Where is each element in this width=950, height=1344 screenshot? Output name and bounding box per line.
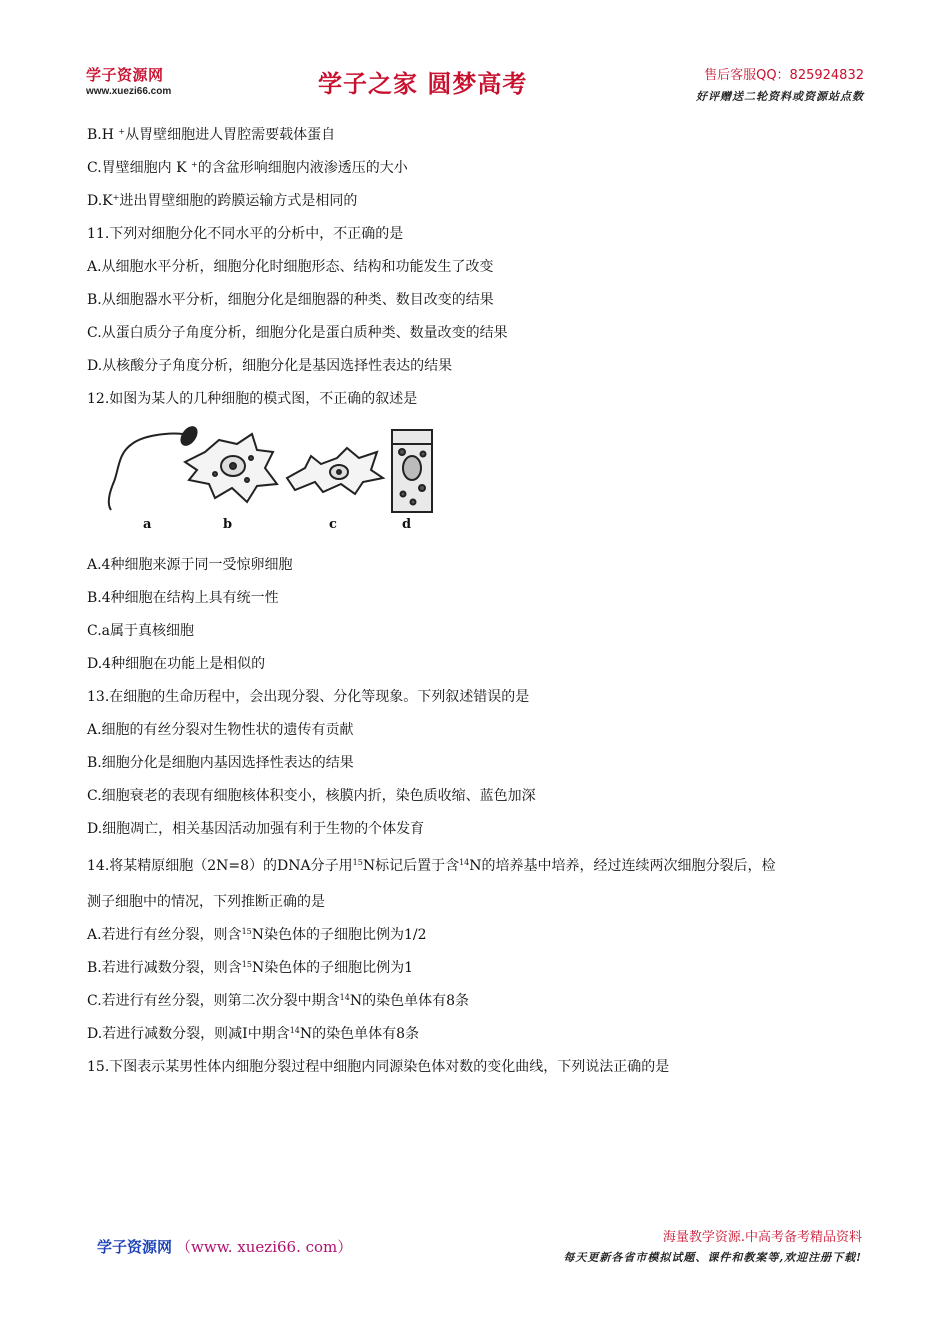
- sperm-cell: [109, 424, 200, 510]
- neuron-like-cell: [185, 434, 277, 502]
- option-line: B.细胞分化是细胞内基因选择性表达的结果: [87, 755, 354, 771]
- document-body: [87, 119, 877, 1084]
- columnar-cell: [392, 430, 432, 512]
- option-line: D.4种细胞在功能上是相似的: [87, 656, 266, 672]
- figure-label-b: b: [223, 517, 233, 532]
- header-service: [696, 64, 864, 104]
- figure-label-a: a: [143, 517, 152, 532]
- service-qq: 售后客服QQ：825924832: [704, 68, 864, 83]
- option-line: C.若进行有丝分裂，则第二次分裂中期含$^{14}$N的染色单体有8条: [87, 993, 470, 1009]
- figure-label-d: d: [402, 517, 412, 532]
- option-line: B.H +从胃壁细胞进人胃腔需要载体蛋自: [87, 127, 336, 143]
- option-line: C.从蛋白质分子角度分析，细胞分化是蛋白质种类、数量改变的结果: [87, 325, 508, 341]
- question-11: 11.下列对细胞分化不同水平的分析中，不正确的是: [87, 226, 404, 242]
- option-line: A.从细胞水平分析，细胞分化时细胞形态、结构和功能发生了改变: [87, 259, 494, 275]
- header-title: 学子之家 圆梦高考: [318, 70, 528, 98]
- option-line: B.若进行减数分裂，则含$^{15}$N染色体的子细胞比例为1: [87, 960, 414, 976]
- footer-site[interactable]: [97, 1236, 352, 1257]
- option-line: B.4种细胞在结构上具有统一性: [87, 590, 279, 606]
- logo-url[interactable]: www.xuezi66.com: [86, 86, 172, 97]
- option-line: D.K+进出胃壁细胞的跨膜运输方式是相同的: [87, 193, 358, 209]
- question-15: 15.下图表示某男性体内细胞分裂过程中细胞内同源染色体对数的变化曲线，下列说法正确的是: [87, 1059, 670, 1075]
- option-line: C.胃壁细胞内 K +的含盆形响细胞内液渗透压的大小: [87, 160, 408, 176]
- cell-figure: [87, 416, 877, 549]
- question-12: 12.如图为某人的几种细胞的模式图，不正确的叙述是: [87, 391, 418, 407]
- question-14: 14.将某精原细胞（2N=8）的DNA分子用$^{15}$N标记后置于含$^{14}$N的培养基中培养，经过连续两次细胞分裂后，检: [87, 858, 776, 874]
- option-line: A.4种细胞来源于同一受惊卵细胞: [87, 557, 293, 573]
- promo-text: 好评赠送二轮资料或资源站点数: [696, 90, 864, 103]
- option-line: C.细胞衰老的表现有细胞核体积变小，核膜内折，染色质收缩、蓝色加深: [87, 788, 536, 804]
- figure-label-c: c: [329, 517, 337, 532]
- question-14-cont: 测子细胞中的情况，下列推断正确的是: [87, 894, 325, 910]
- elongated-cell: [287, 448, 383, 494]
- footer-site-name: 学子资源网: [97, 1238, 173, 1256]
- option-line: D.若进行减数分裂，则减Ⅰ中期含$^{14}$N的染色单体有8条: [87, 1026, 420, 1042]
- footer-promo-line2: 每天更新各省市模拟试题、课件和教案等,欢迎注册下载!: [563, 1251, 862, 1264]
- option-line: D.从核酸分子角度分析，细胞分化是基因选择性表达的结果: [87, 358, 453, 374]
- footer-url[interactable]: （www. xuezi66. com）: [176, 1238, 353, 1256]
- site-logo[interactable]: [86, 64, 196, 97]
- footer-promo: [563, 1226, 862, 1265]
- option-line: B.从细胞器水平分析，细胞分化是细胞器的种类、数目改变的结果: [87, 292, 494, 308]
- cell-illustration: [97, 422, 447, 522]
- option-line: D.细胞凋亡，相关基因活动加强有利于生物的个体发育: [87, 821, 425, 837]
- option-line: C.a属于真核细胞: [87, 623, 195, 639]
- footer-promo-line1: 海量教学资源.中高考备考精品资料: [662, 1230, 862, 1245]
- logo-name: 学子资源网: [86, 66, 164, 84]
- question-13: 13.在细胞的生命历程中，会出现分裂、分化等现象。下列叙述错误的是: [87, 689, 530, 705]
- option-line: A.若进行有丝分裂，则含$^{15}$N染色体的子细胞比例为1/2: [87, 927, 427, 943]
- option-line: A.细胞的有丝分裂对生物性状的遗传有贡献: [87, 722, 354, 738]
